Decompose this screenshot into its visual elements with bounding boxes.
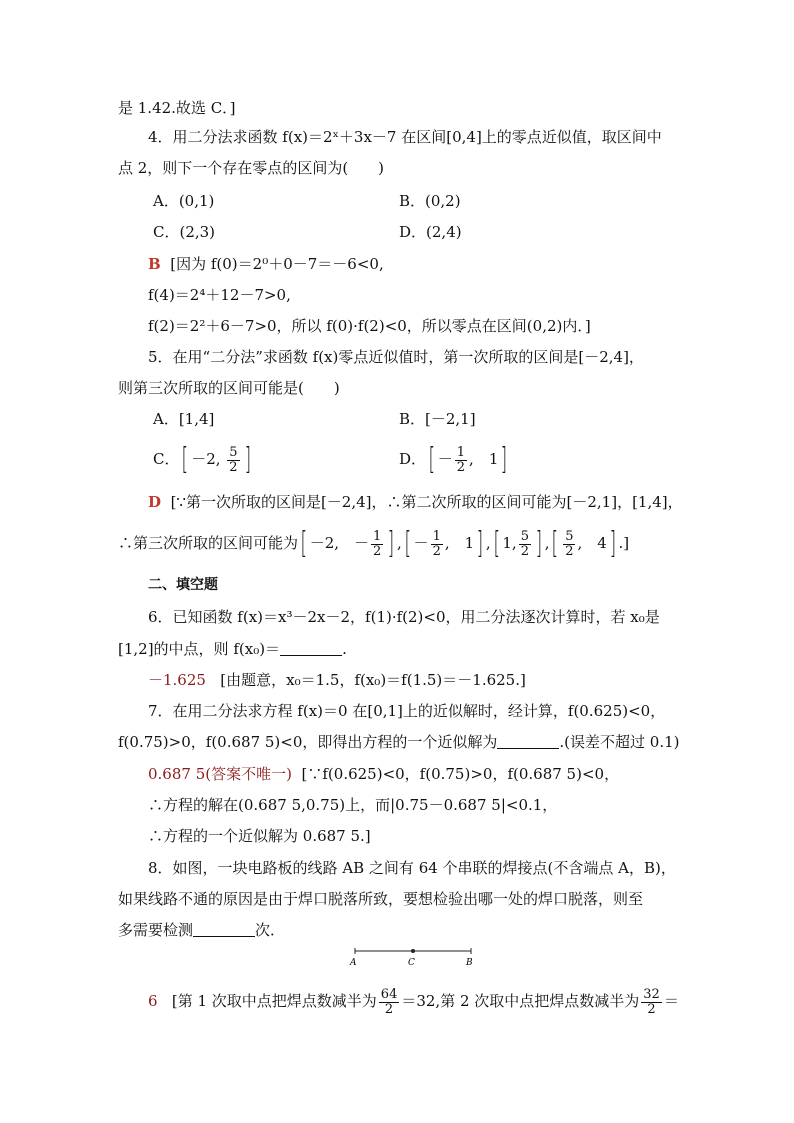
q6-answer-blank[interactable]	[280, 641, 342, 656]
q4-solution-text1: [因为 f(0)＝2⁰＋0－7＝－6<0,	[170, 255, 384, 273]
section-title: 二、填空题	[148, 577, 218, 593]
q6-stem-line2: [1,2]的中点，则 f(x₀)＝ .	[118, 640, 347, 658]
q7-solution-line2: ∴方程的解在(0.687 5,0.75)上，而|0.75－0.687 5|<0.1，	[148, 796, 558, 814]
q5-option-c: C．[ －2, $\frac{5}{2}$ ]	[153, 442, 251, 477]
q5-answer: D	[148, 493, 162, 511]
q4-solution-line1	[148, 253, 384, 275]
q4-solution-line2: f(4)＝2⁴＋12－7>0,	[148, 286, 291, 304]
q5-option-c-left: －2,	[191, 450, 221, 468]
label-b: B	[466, 958, 473, 968]
q5-option-d: D．[ － $\frac{1}{2}$ , 1]	[399, 442, 508, 477]
q5-stem-line2: 则第三次所取的区间可能是( )	[118, 379, 340, 397]
q4-option-d: D．(2,4)	[399, 223, 462, 241]
q5-solution-text1: [∵第一次所取的区间是[－2,4]，∴第二次所取的区间可能为[－2,1]，[1,4]，	[170, 493, 683, 511]
q5-option-c-fraction: $\frac{5}{2}$	[229, 444, 238, 475]
q4-option-b: B．(0,2)	[399, 192, 461, 210]
q4-stem-line2: 点 2，则下一个存在零点的区间为( )	[118, 159, 385, 177]
q8-solution-line1: 6 [第 1 次取中点把焊点数减半为 $\frac{64}{2}$ ＝32,第 2 次取中点把焊点数减半为 $\frac{32}{2}$ ＝	[148, 986, 679, 1017]
q8-answer-blank[interactable]	[193, 922, 255, 937]
q5-option-d-label: D．	[399, 450, 427, 468]
q8-stem-line2: 如果线路不通的原因是由于焊口脱落所致，要想检验出哪一处的焊口脱落，则至	[118, 890, 644, 908]
q7-stem-line1: 7．在用二分法求方程 f(x)＝0 在[0,1]上的近似解时，经计算，f(0.625)<0，	[148, 702, 666, 720]
q4-option-c: C．(2,3)	[153, 223, 216, 241]
q7-answer-blank[interactable]	[497, 734, 559, 749]
q5-option-b: B．[－2,1]	[399, 410, 476, 428]
label-c: C	[408, 958, 415, 968]
q7-solution-line3: ∴方程的一个近似解为 0.687 5.]	[148, 827, 371, 845]
q4-solution-line3: f(2)＝2²＋6－7>0，所以 f(0)·f(2)<0，所以零点在区间(0,2)内．]	[148, 317, 591, 335]
q4-stem-line1: 4．用二分法求函数 f(x)＝2ˣ＋3x－7 在区间[0,4]上的零点近似值，取区间中	[148, 128, 662, 146]
q4-option-a: A．(0,1)	[153, 192, 215, 210]
q5-solution-line1	[148, 491, 683, 513]
q6-stem-line1: 6．已知函数 f(x)＝x³－2x－2，f(1)·f(2)<0，用二分法逐次计算时，若 x₀是	[148, 608, 660, 626]
q5-option-d-fraction: $\frac{1}{2}$	[456, 444, 466, 475]
q5-option-a: A．[1,4]	[153, 410, 215, 428]
q7-solution-line1: 0.687 5(答案不唯一) [∵f(0.625)<0，f(0.75)>0，f(0.687 5)<0，	[148, 765, 620, 783]
q5-stem-line1: 5．在用“二分法”求函数 f(x)零点近似值时，第一次所取的区间是[－2,4]，	[148, 348, 644, 366]
q7-stem-line2: f(0.75)>0，f(0.687 5)<0，即得出方程的一个近似解为 .(误差不超过 0.1)	[118, 733, 680, 751]
label-a: A	[350, 958, 357, 968]
circuit-line-figure	[345, 944, 480, 970]
midpoint-c	[411, 949, 415, 953]
q6-solution: －1.625 [由题意，x₀＝1.5，f(x₀)＝f(1.5)＝－1.625.]	[148, 671, 526, 689]
q4-answer: B	[148, 255, 161, 273]
q8-answer: 6	[148, 992, 158, 1010]
q5-solution-line2: ∴第三次所取的区间可能为[ －2, － $\frac{1}{2}$ ] ,[ － $\frac{1}{2}$ , 1] ,[ 1, $\frac{5}{2}$ ] ,[ $\frac{5}{2}$ , 4] .]	[118, 526, 630, 561]
prev-solution-tail: 是 1.42.故选 C．]	[118, 99, 236, 117]
q8-stem-line1: 8．如图，一块电路板的线路 AB 之间有 64 个串联的焊接点(不含端点 A，B)，	[148, 859, 676, 877]
q6-answer: －1.625	[148, 671, 206, 689]
q8-stem-line3: 多需要检测 次．	[118, 921, 286, 939]
q7-answer: 0.687 5(答案不唯一)	[148, 765, 292, 783]
q5-option-c-label: C．	[153, 450, 180, 468]
